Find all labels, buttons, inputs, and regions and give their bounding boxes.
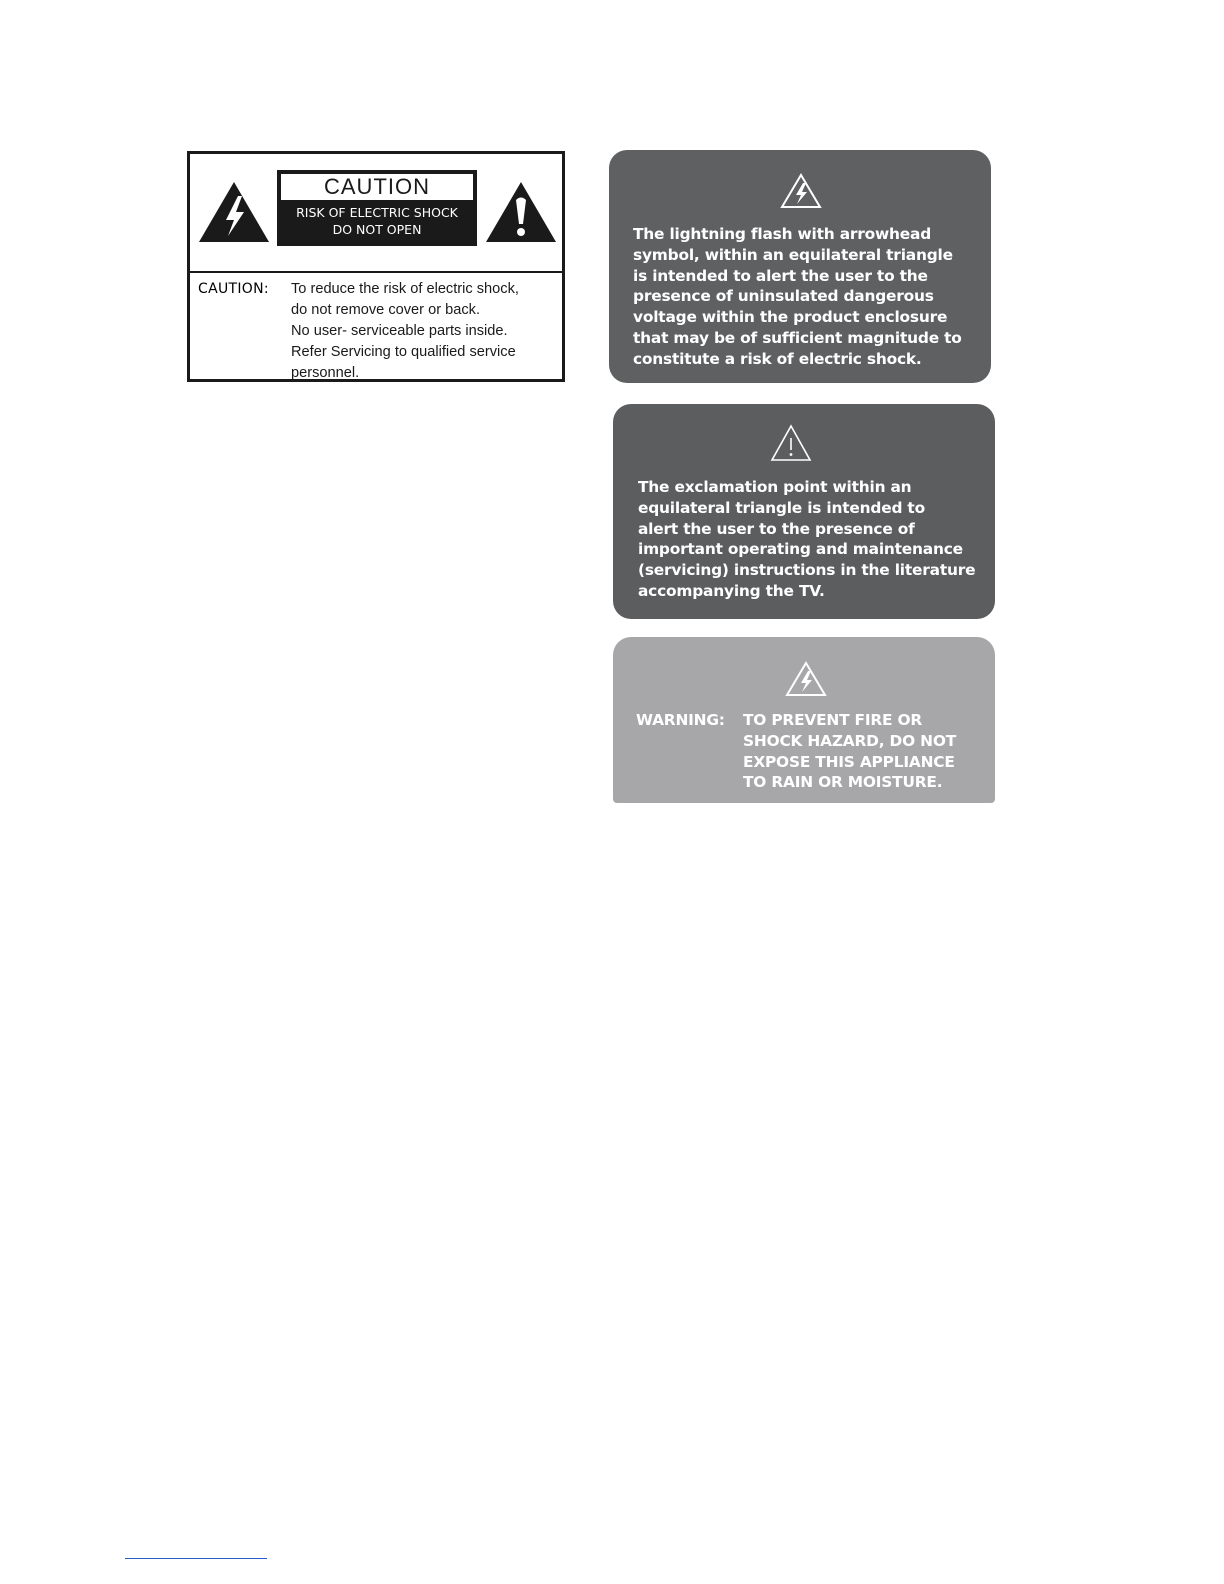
card-text-line: alert the user to the presence of [638, 519, 915, 538]
exclamation-info-card [613, 404, 995, 619]
caution-body-line: do not remove cover or back. [291, 302, 480, 318]
card-text-line: SHOCK HAZARD, DO NOT [743, 731, 957, 750]
exclamation-card-text [638, 477, 975, 602]
card-text-line: is intended to alert the user to the [633, 266, 928, 285]
caution-plate-title: CAUTION [281, 174, 473, 200]
card-text-line: TO RAIN OR MOISTURE. [743, 773, 943, 792]
lightning-triangle-icon [780, 173, 822, 209]
caution-plate [277, 170, 477, 246]
card-text-line: The lightning flash with arrowhead [633, 225, 932, 243]
exclamation-triangle-icon [770, 424, 812, 462]
warning-info-card [613, 637, 995, 803]
card-text-line: symbol, within an equilateral triangle [633, 245, 953, 264]
card-text-line: presence of uninsulated dangerous [633, 287, 934, 306]
warning-card-text [743, 710, 956, 793]
caution-body-line: Refer Servicing to qualified service [291, 344, 516, 360]
warning-lead: WARNING: [636, 711, 725, 729]
footer-rule [125, 1558, 267, 1559]
card-text-line: equilateral triangle is intended to [638, 498, 925, 517]
caution-body [291, 279, 559, 384]
card-text-line: that may be of sufficient magnitude to [633, 328, 962, 347]
exclamation-triangle-icon [484, 180, 558, 244]
card-text-line: accompanying the TV. [638, 581, 825, 600]
caution-lead: CAUTION: [198, 281, 269, 297]
caution-plate-line: RISK OF ELECTRIC SHOCK [296, 205, 458, 220]
lightning-info-card [609, 150, 991, 383]
lightning-triangle-icon [197, 180, 271, 244]
caution-body-line: personnel. [291, 365, 360, 381]
card-text-line: constitute a risk of electric shock. [633, 349, 922, 368]
card-text-line: (servicing) instructions in the literature [638, 561, 976, 580]
caution-plate-line: DO NOT OPEN [332, 222, 422, 237]
caution-body-line: To reduce the risk of electric shock, [291, 281, 519, 297]
lightning-triangle-icon [785, 661, 827, 697]
card-text-line: voltage within the product enclosure [633, 308, 948, 327]
card-text-line: TO PREVENT FIRE OR [743, 711, 923, 729]
lightning-card-text [633, 224, 962, 370]
card-text-line: EXPOSE THIS APPLIANCE [743, 752, 955, 771]
card-text-line: important operating and maintenance [638, 540, 963, 559]
caution-label-header [190, 154, 562, 273]
caution-label [187, 151, 565, 382]
card-text-line: The exclamation point within an [638, 478, 912, 496]
caution-body-line: No user- serviceable parts inside. [291, 323, 508, 339]
